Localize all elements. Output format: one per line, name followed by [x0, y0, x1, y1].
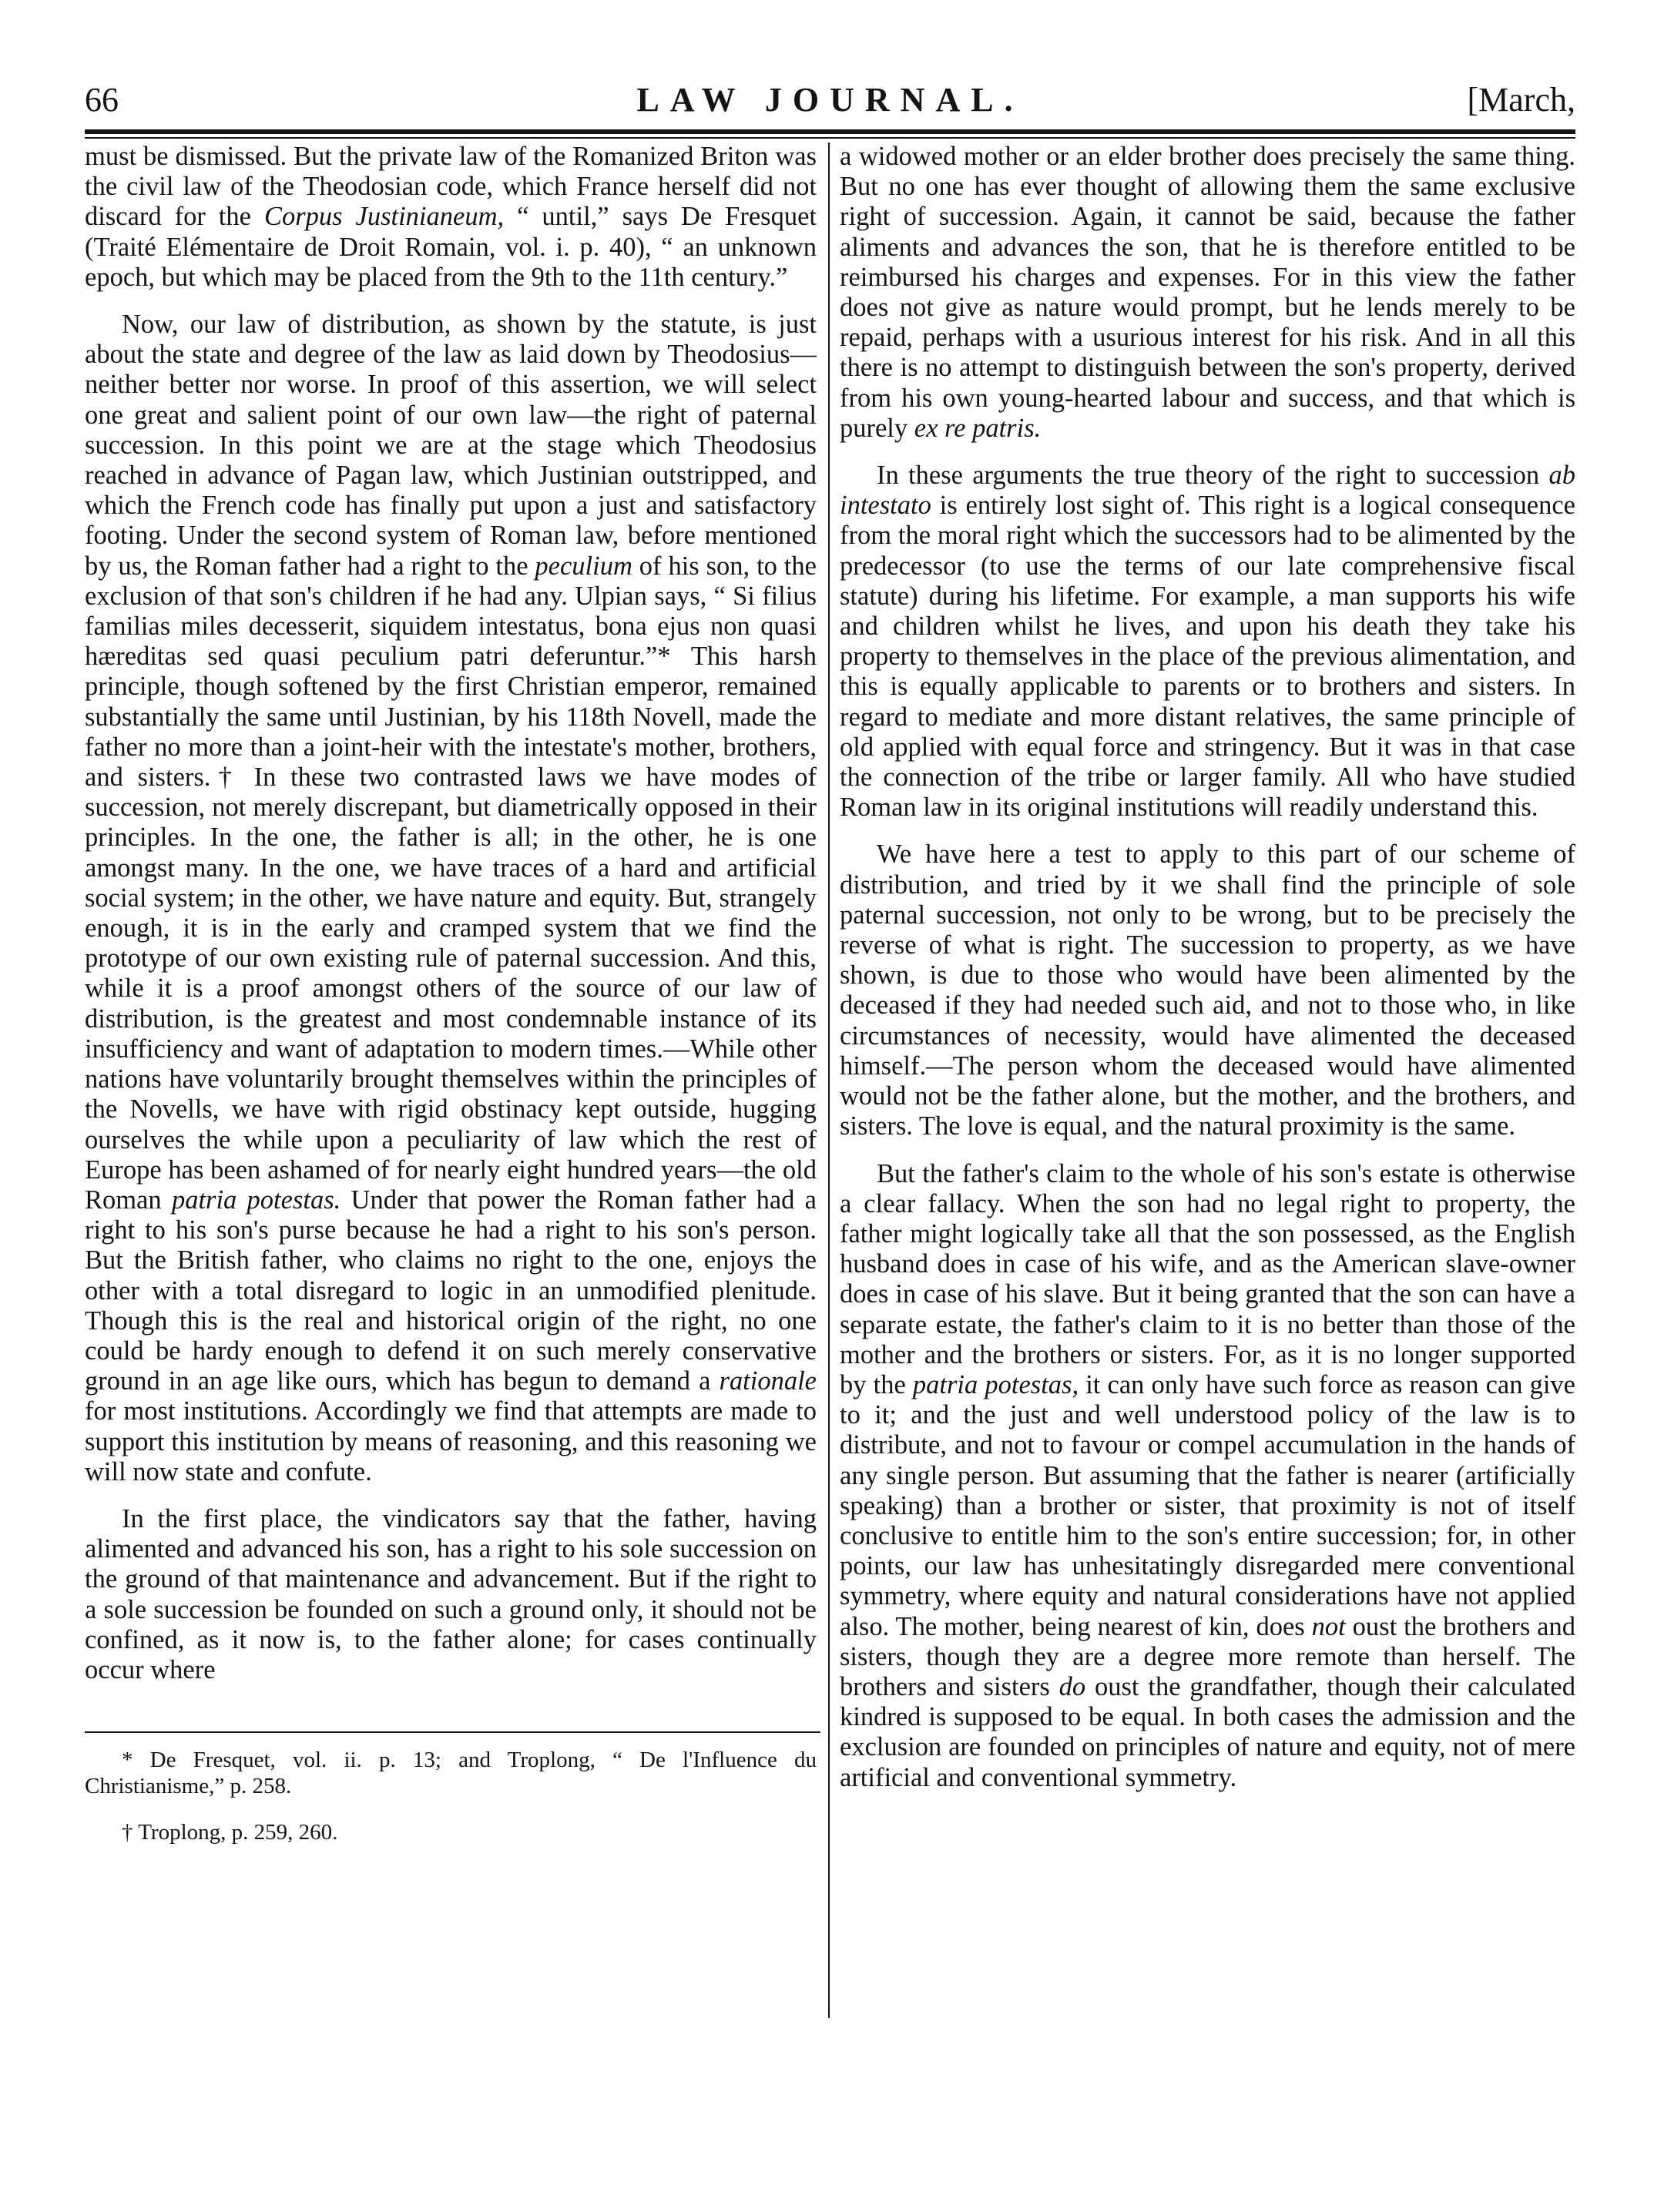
- text-run: a widowed mother or an elder brother does precisely the same thing. But no one has ever thought of allowing them the same exclusive right of succession. Again, it cannot be said, because the father aliments and advances the son, that he is therefore entitled to be reimbursed his charges and expenses. For in this view the father does not give as nature would prompt, but he lends merely to be repaid, perhaps with a usurious interest for his risk. And in all this there is no attempt to distinguish between the son's property, derived from his own young-hearted labour and success, and that which is purely: [840, 142, 1575, 443]
- footnote: * De Fresquet, vol. ii. p. 13; and Troplong, “ De l'Influence du Christianisme,” p. 258.: [85, 1748, 817, 1798]
- italic-run: ab intestato: [840, 461, 1575, 521]
- italic-run: rationale: [719, 1366, 817, 1396]
- paragraph: [85, 142, 817, 293]
- italic-run: patria potestas.: [171, 1185, 341, 1215]
- paragraph: [85, 310, 817, 1487]
- text-run: Now, our law of distribution, as shown by the statute, is just about the state and degree of the law as laid down by Theodosius—neither better nor worse. In proof of this assertion, we will select one great and salient point of our own law—the right of paternal succession. In this point we are at the stage which Theodosius reached in advance of Pagan law, which Justinian outstripped, and which the French code has finally put upon a just and satisfactory footing. Under the second system of Roman law, before mentioned by us, the Roman father had a right to the: [85, 310, 817, 581]
- column-divider: [828, 142, 830, 2018]
- paragraph: [840, 1159, 1575, 1793]
- paragraph: We have here a test to apply to this part of our scheme of distribution, and tried by it we shall find the principle of sole paternal succession, not only to be wrong, but to be precisely the reverse of what is right. The succession to property, as we have shown, is due to those who would have been alimented by the deceased if they had needed such aid, and not to those who, in like circumstances of necessity, would have alimented the deceased himself.—The person whom the deceased would have alimented would not be the father alone, but the mother, and the brothers, and sisters. The love is equal, and the natural proximity is the same.: [840, 840, 1575, 1141]
- text-run: oust the grandfather, though their calculated kindred is supposed to be equal. In both cases the admission and the exclusion are founded on principles of nature and equity, not of mere artificial and conventional symmetry.: [840, 1671, 1575, 1792]
- paragraph: [840, 461, 1575, 823]
- footnote: † Troplong, p. 259, 260.: [122, 1820, 338, 1845]
- text-run: must be dismissed. But the private law of the Romanized Briton was the civil law of the Theodosian code, which France herself did not discard for the: [85, 142, 817, 232]
- text-run: “ until,” says De Fresquet (Traité Elémentaire de Droit Romain, vol. i. p. 40), “ an unknown epoch, but which may be placed from the 9th to the 11th century.”: [85, 202, 817, 292]
- right-column: [840, 142, 1575, 2029]
- header-rule-thick: [85, 129, 1575, 134]
- text-run: for most institutions. Accordingly we find that attempts are made to support this institution by means of reasoning, and this reasoning we will now state and confute.: [85, 1396, 817, 1486]
- italic-run: do: [1058, 1671, 1086, 1701]
- text-run: Under that power the Roman father had a right to his son's purse because he had a right to his son's person. But the British father, who claims no right to the one, enjoys the other with a total disregard to logic in an unmodified plenitude. Though this is the real and historical origin of the right, no one could be hardy enough to defend it on such merely conservative ground in an age like ours, which has begun to demand a: [85, 1185, 817, 1396]
- text-run: In these arguments the true theory of the right to succession: [877, 461, 1549, 491]
- section-label: [March,: [1467, 81, 1575, 119]
- paragraph: In the first place, the vindicators say that the father, having alimented and advanced his son, has a right to his sole succession on the ground of that maintenance and advancement. But if the right to a sole succession be founded on such a ground only, it should not be confined, as it now is, to the father alone; for cases continually occur where: [85, 1503, 817, 1684]
- text-run: it can only have such force as reason can give to it; and the just and well understood policy of the law is to distribute, and not to favour or compel accumulation in the hands of any single person. But assuming that the father is nearer (artificially speaking) than a brother or sister, that proximity is not of itself conclusive to entitle him to the son's entire succession; for, in other points, our law has unhesitatingly disregarded mere conventional symmetry, where equity and natural considerations have not applied also. The mother, being nearest of kin, does: [840, 1369, 1575, 1641]
- italic-run: patria potestas,: [912, 1369, 1079, 1399]
- journal-title: LAW JOURNAL.: [636, 81, 1024, 119]
- footnote-rule: [85, 1731, 820, 1733]
- paragraph: [840, 142, 1575, 444]
- footnotes: [85, 1747, 817, 1865]
- italic-run: not: [1311, 1611, 1346, 1641]
- italic-run: ex re patris.: [914, 413, 1042, 443]
- running-header: [85, 77, 1575, 123]
- left-column: [85, 142, 817, 1721]
- text-run: is entirely lost sight of. This right is a logical consequence from the moral right which the successors had to be alimented by the predecessor (to use the terms of our late comprehensive fiscal statute) during his lifetime. For example, a man supports his wife and children whilst he lives, and upon his death they take his property to themselves in the place of the previous alimentation, and this is equally applicable to parents or to brothers and sisters. In regard to mediate and more distant relatives, the same principle of old applied with equal force and stringency. But it was in that case the connection of the tribe or larger family. All who have studied Roman law in its original institutions will readily understand this.: [840, 491, 1575, 823]
- text-run: But the father's claim to the whole of his son's estate is otherwise a clear fallacy. When the son had no legal right to property, the father might logically take all that the son possessed, as the English husband does in case of his wife, and as the American slave-owner does in case of his slave. But it being granted that the son can have a separate estate, the father's claim to it is no better than those of the mother and the brothers or sisters. For, as it is no longer supported by the: [840, 1158, 1575, 1399]
- header-rule-thin: [85, 137, 1575, 139]
- italic-run: peculium: [535, 551, 632, 581]
- page-number: 66: [85, 81, 119, 119]
- text-run: of his son, to the exclusion of that son's children if he had any. Ulpian says, “ Si filius familias miles decesserit, siquidem intestatus, bona ejus non quasi hæreditas sed quasi peculium patri deferuntur.”* This harsh principle, though softened by the first Christian emperor, remained substantially the same until Justinian, by his 118th Novell, made the father no more than a joint-heir with the intestate's mother, brothers, and sisters.† In these two contrasted laws we have modes of succession, not merely discrepant, but diametrically opposed in their principles. In the one, the father is all; in the other, he is one amongst many. In the one, we have traces of a hard and artificial social system; in the other, we have nature and equity. But, strangely enough, it is in the early and cramped system that we find the prototype of our own existing rule of paternal succession. And this, while it is a proof amongst others of the source of our law of distribution, is the greatest and most condemnable instance of its insufficiency and want of adaptation to modern times.—While other nations have voluntarily brought themselves within the principles of the Novells, we have with rigid obstinacy kept outside, hugging ourselves the while upon a peculiarity of law which the rest of Europe has been ashamed of for nearly eight hundred years—the old Roman: [85, 551, 817, 1215]
- italic-run: Corpus Justinianeum,: [263, 202, 505, 232]
- text-run: oust the brothers and sisters, though they are a degree more remote than herself. The brothers and sisters: [840, 1611, 1575, 1701]
